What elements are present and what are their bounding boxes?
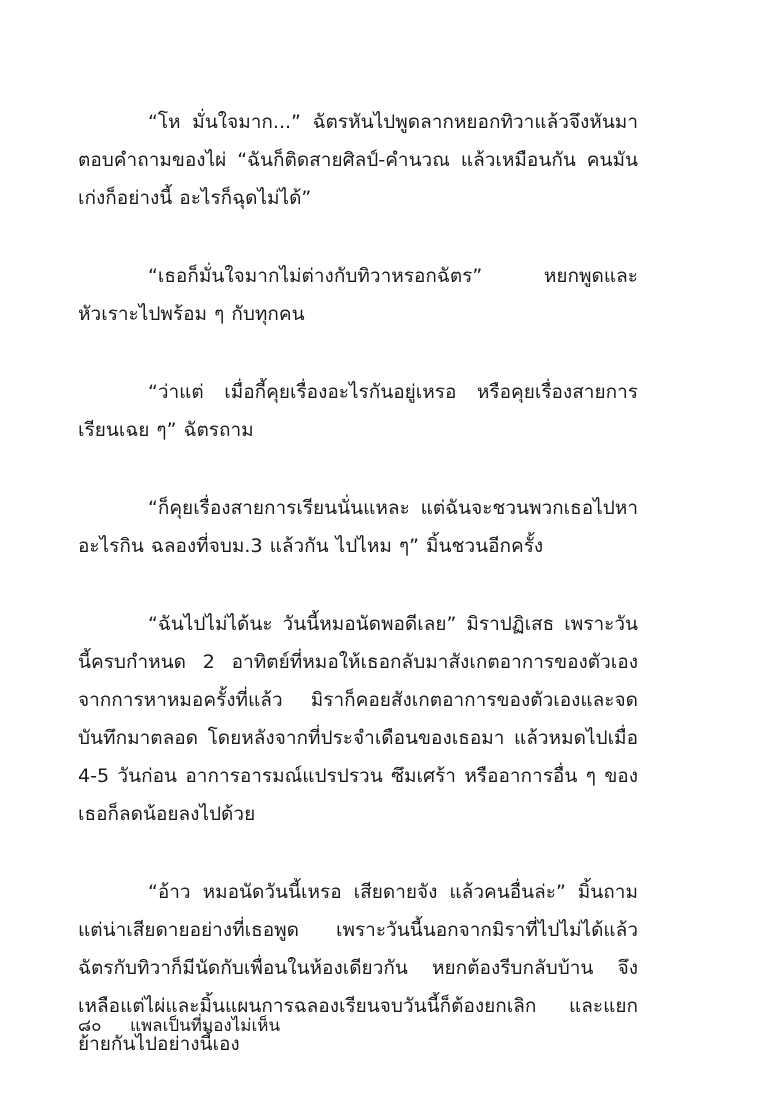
paragraph: “โห มั่นใจมาก...” ฉัตรหันไปพูดลากหยอกทิวาแล้วจึงหันมาตอบคำถามของไผ่ “ฉันก็ติดสายศิลป์-คำนวณ แล้วเหมือนกัน คนมันเก่งก็อย่างนี้ อะไรก็ฉุดไม่ได้” bbox=[78, 111, 638, 209]
page-footer bbox=[78, 1010, 638, 1040]
paragraph: “เธอก็มั่นใจมากไม่ต่างกับทิวาหรอกฉัตร” หยกพูดและหัวเราะไปพร้อม ๆ กับทุกคน bbox=[78, 265, 638, 325]
paragraph: “ก็คุยเรื่องสายการเรียนนั่นแหละ แต่ฉันจะชวนพวกเธอไปหาอะไรกิน ฉลองที่จบม.3 แล้วกัน ไปไหม ๆ” มิ้นชวนอีกครั้ง bbox=[78, 497, 638, 557]
body-text bbox=[78, 103, 638, 1103]
paragraph: “ว่าแต่ เมื่อกี้คุยเรื่องอะไรกันอยู่เหรอ หรือคุยเรื่องสายการเรียนเฉย ๆ” ฉัตรถาม bbox=[78, 381, 638, 441]
book-title: แพลเป็นที่มองไม่เห็น bbox=[130, 1015, 281, 1036]
paragraph: “ฉันไปไม่ได้นะ วันนี้หมอนัดพอดีเลย” มิราปฏิเสธ เพราะวันนี้ครบกำหนด 2 อาทิตย์ที่หมอให้เธอกลับมาสังเกตอาการของตัวเอง จากการหาหมอครั้งที่แล้ว มิราก็คอยสังเกตอาการของตัวเองและจดบันทึกมาตลอด โดยหลังจากที่ประจำเดือนของเธอมา แล้วหมดไปเมื่อ 4-5 วันก่อน อาการอารมณ์แปรปรวน ซึมเศร้า หรืออาการอื่น ๆ ของเธอก็ลดน้อยลงไปด้วย bbox=[78, 613, 638, 825]
paragraph: “อ้าว หมอนัดวันนี้เหรอ เสียดายจัง แล้วคนอื่นล่ะ” มิ้นถาม แต่น่าเสียดายอย่างที่เธอพูด เพราะวันนี้นอกจากมิราที่ไปไม่ได้แล้ว ฉัตรกับทิวาก็มีนัดกับเพื่อนในห้องเดียวกัน หยกต้องรีบกลับบ้าน จึงเหลือแต่ไผ่และมิ้นแผนการฉลองเรียนจบวันนี้ก็ต้องยกเลิก และแยกย้ายกันไปอย่างนี้เอง bbox=[78, 881, 638, 1055]
page-number: ๘๐ bbox=[78, 1015, 102, 1036]
